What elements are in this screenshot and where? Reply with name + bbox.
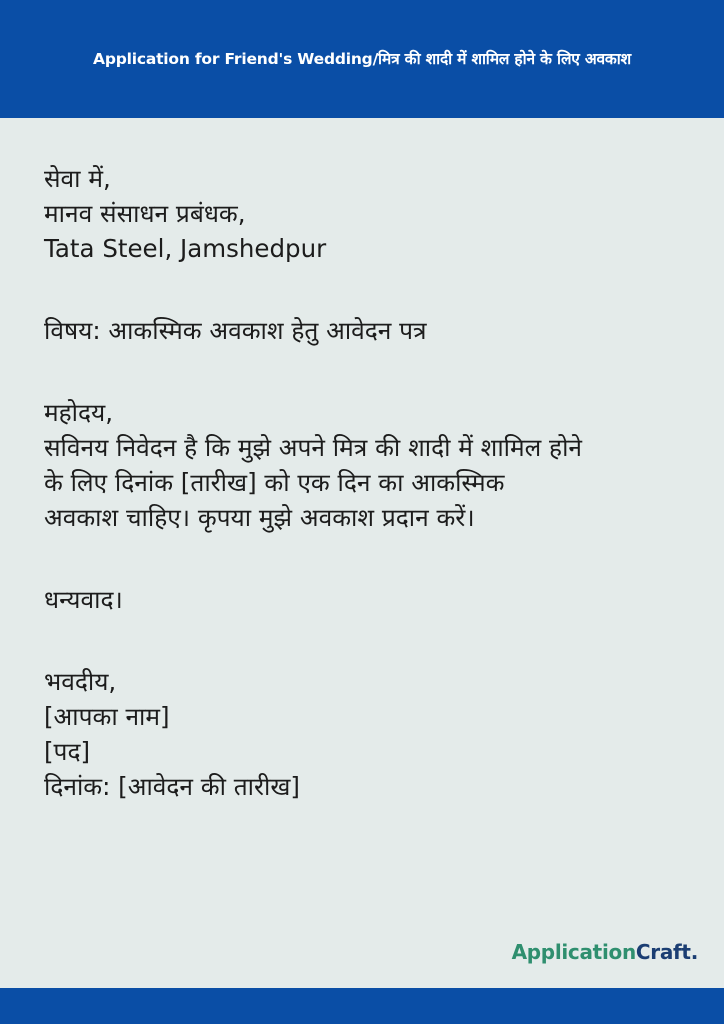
recipient-line-2: मानव संसाधन प्रबंधक, (44, 199, 246, 228)
application-date: दिनांक: [आवेदन की तारीख] (44, 772, 300, 801)
spacer (44, 617, 694, 664)
brand-logo-part-2: Craft. (635, 940, 698, 964)
brand-logo-part-1: Application (511, 940, 636, 964)
spacer (44, 535, 694, 582)
body-line-1: सविनय निवेदन है कि मुझे अपने मित्र की शादी में शामिल होने (44, 433, 583, 462)
spacer (44, 266, 694, 313)
sender-designation: [पद] (44, 737, 91, 766)
thanks-line: धन्यवाद। (44, 585, 123, 614)
recipient-line-3: Tata Steel, Jamshedpur (44, 234, 327, 263)
recipient-line-1: सेवा में, (44, 164, 111, 193)
page-title: Application for Friend's Wedding/मित्र की शादी में शामिल होने के लिए अवकाश (93, 49, 631, 68)
body-line-3: अवकाश चाहिए। कृपया मुझे अवकाश प्रदान करें। (44, 503, 475, 532)
footer-bar (0, 988, 724, 1024)
body-line-2: के लिए दिनांक [तारीख] को एक दिन का आकस्मिक (44, 468, 505, 497)
closing-line: भवदीय, (44, 667, 117, 696)
brand-logo (512, 940, 698, 964)
sender-name: [आपका नाम] (44, 702, 170, 731)
header-banner (0, 0, 724, 118)
spacer (44, 348, 694, 395)
subject-line: विषय: आकस्मिक अवकाश हेतु आवेदन पत्र (44, 316, 427, 345)
letter-body (44, 161, 694, 804)
salutation: महोदय, (44, 398, 114, 427)
